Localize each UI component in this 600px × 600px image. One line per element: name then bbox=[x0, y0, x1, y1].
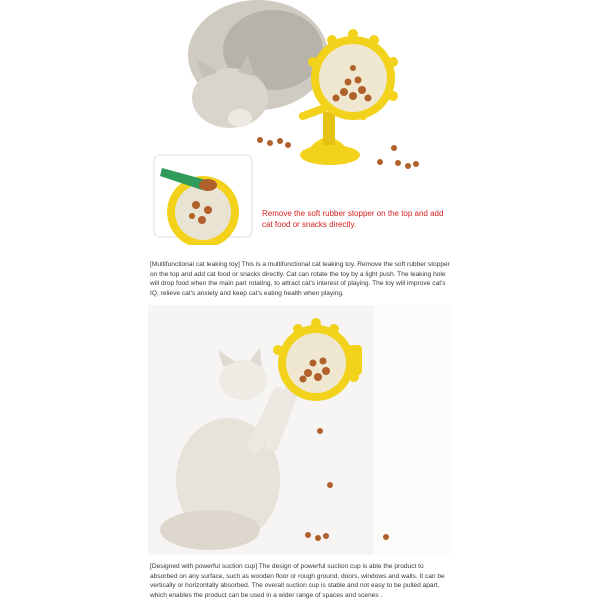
description-multifunctional: [Multifunctional cat leaking toy] This is a multifunctional cat leaking toy. Remove the soft rubber stopper on the top and add cat food or snacks directly. Cat can rotate the toy by a light push. The leaking hole will drop food when the main part rotating, to attract cat's interest of playing. The toy will improve cat's IQ, relieve cat's anxiety and keep cat's eating health when playing. bbox=[150, 261, 450, 297]
caption-remove-stopper: Remove the soft rubber stopper on the top and add cat food or snacks directly. bbox=[262, 209, 444, 229]
product-photo-playing bbox=[148, 305, 452, 555]
cat-playing-illustration bbox=[148, 305, 452, 555]
description-suction-cup: [Designed with powerful suction cup] The design of powerful suction cup is able the product to absorbed on any surface, such as wooden floor or rough ground, doors, windows and walls. It can be vertically or horizontally absorbed. The overall suction cup is stable and not easy to be pulled apart, which enables the product can be used in a wider range of spaces and scenes . bbox=[150, 563, 445, 599]
